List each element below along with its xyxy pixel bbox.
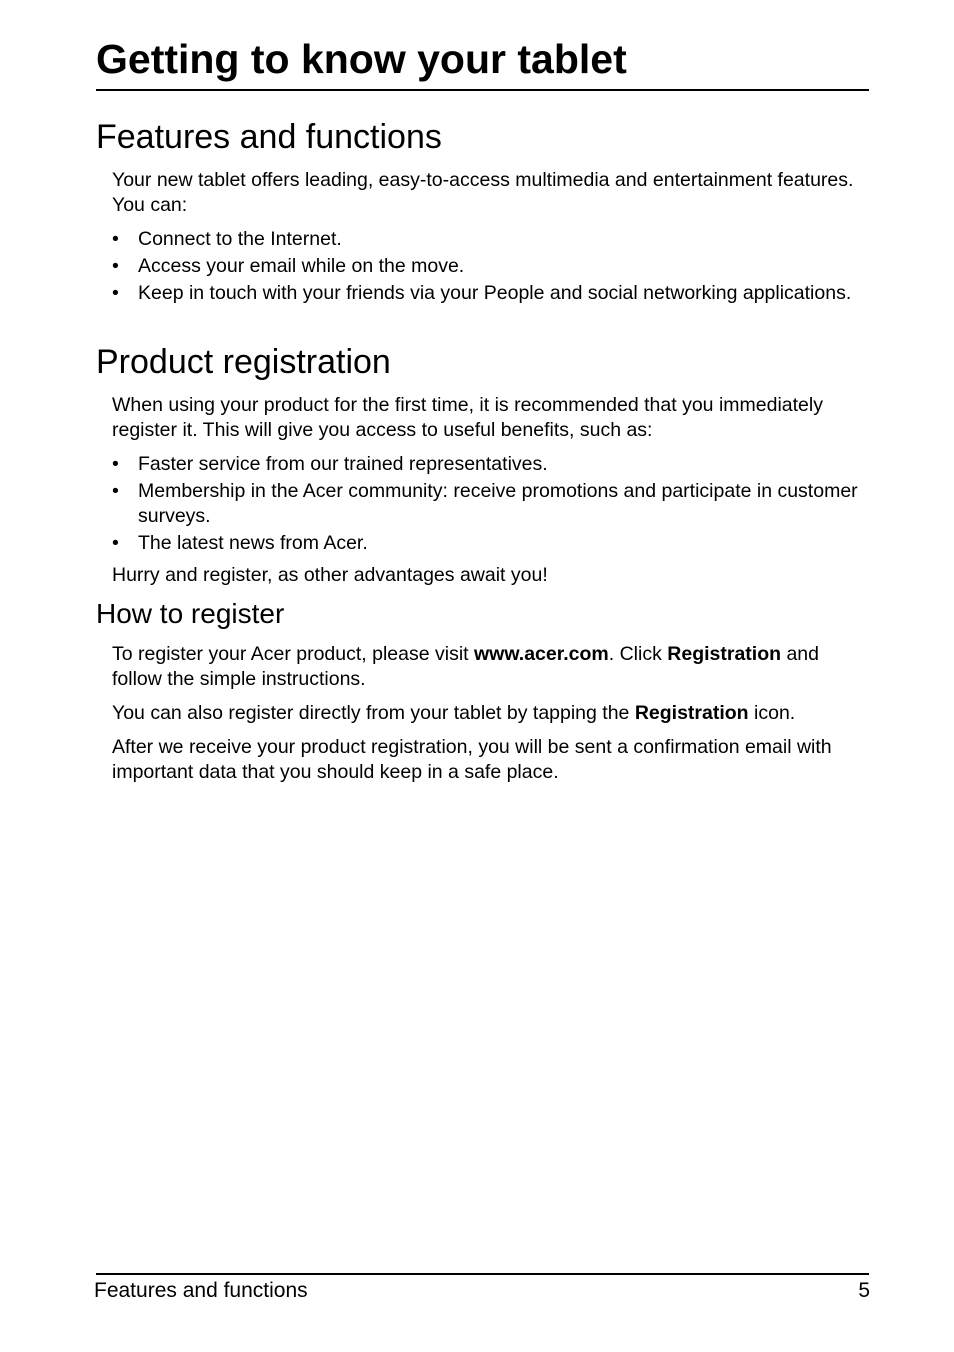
list-item: • Faster service from our trained representatives. [112,452,872,477]
registration-heading: Product registration [96,343,391,381]
list-item: • Keep in touch with your friends via your People and social networking applications. [112,281,872,306]
page-number: 5 [858,1279,870,1302]
features-intro: Your new tablet offers leading, easy-to-access multimedia and entertainment features. You can: [112,169,854,216]
how-to-register-heading: How to register [96,598,285,629]
registration-list [112,452,872,558]
how-to-paragraph-1: To register your Acer product, please visit www.acer.com. Click Registration and follow the simple instructions. [112,643,819,690]
features-list [112,227,872,308]
acer-url: www.acer.com [474,643,609,665]
list-item: • Connect to the Internet. [112,227,872,252]
features-heading: Features and functions [96,118,442,156]
title-divider [96,89,869,91]
registration-term: Registration [667,643,782,665]
registration-closing: Hurry and register, as other advantages await you! [112,564,548,586]
registration-term: Registration [634,702,749,724]
list-item: • Membership in the Acer community: receive promotions and participate in customer surveys. [112,479,872,529]
list-item: • The latest news from Acer. [112,531,872,556]
how-to-paragraph-2: You can also register directly from your tablet by tapping the Registration icon. [112,702,796,724]
how-to-paragraph-3: After we receive your product registration, you will be sent a confirmation email with important data that you should keep in a safe place. [112,736,832,783]
registration-intro: When using your product for the first time, it is recommended that you immediately register it. This will give you access to useful benefits, such as: [112,394,823,441]
list-item: • Access your email while on the move. [112,254,872,279]
page-title: Getting to know your tablet [96,36,627,82]
footer-section-label: Features and functions [94,1279,308,1302]
footer-divider [96,1273,869,1275]
